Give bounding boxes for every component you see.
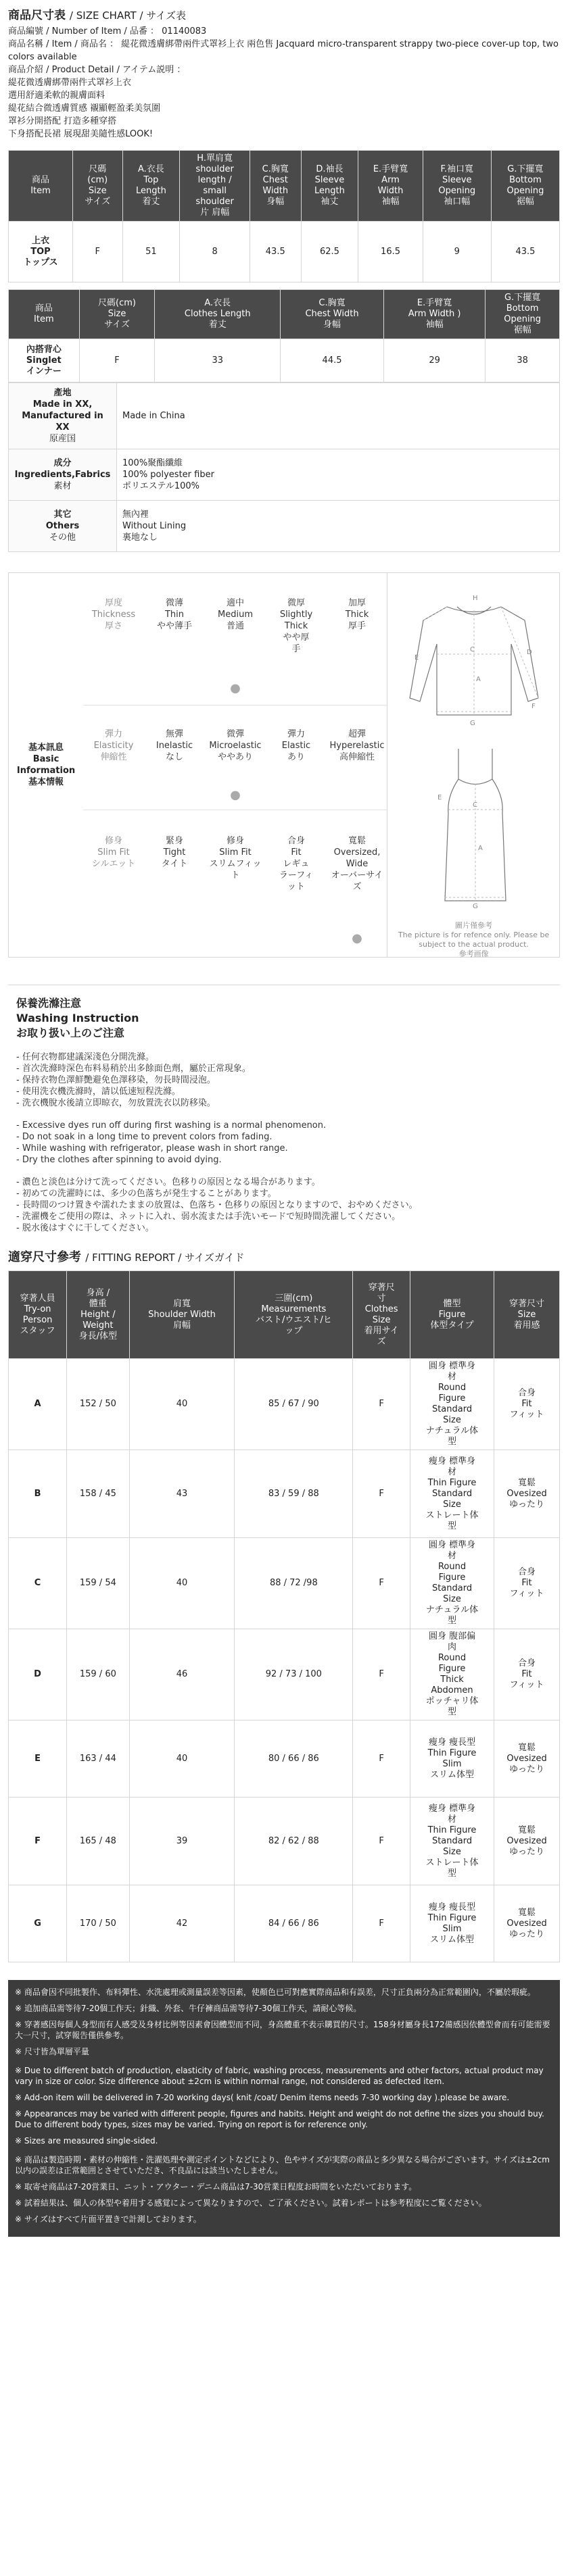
table-cell: F <box>353 1538 410 1629</box>
table-cell: 40 <box>129 1720 235 1798</box>
notes-en <box>15 2065 553 2146</box>
product-name: 商品名稱 / Item / 商品名 ： 緹花微透膚綁帶兩件式罩衫上衣 兩色售 Jacquard micro-transparent strappy two-piece cover-up top, two colors available <box>8 39 559 62</box>
column-header: 商品 Item <box>9 151 73 222</box>
dot-spacer <box>83 931 144 945</box>
table-cell: 寬鬆 Ovesized ゆったり <box>494 1885 560 1962</box>
table-row <box>9 1538 560 1629</box>
table-cell: 39 <box>129 1798 235 1885</box>
origin-label-ja: 原産国 <box>49 434 76 444</box>
table-cell: 159 / 60 <box>67 1629 130 1720</box>
table-cell: 寬鬆 Ovesized ゆったり <box>494 1798 560 1885</box>
washing-line: - Excessive dyes run off during first washing is a normal phenomenon. <box>16 1120 327 1131</box>
table-cell: 內搭背心 Singlet インナー <box>9 339 80 382</box>
dot-slot <box>266 788 327 802</box>
others-label: 其它 <box>53 510 72 520</box>
svg-text:C: C <box>469 646 475 653</box>
table-cell: 合身 Fit フィット <box>494 1359 560 1450</box>
selected-dot-icon: ● <box>352 931 362 945</box>
table-cell: 85 / 67 / 90 <box>235 1359 353 1450</box>
table-cell: 29 <box>383 339 485 382</box>
dot-slot <box>266 931 327 945</box>
washing-line: - 洗濯機をご使用の際は、ネットに入れ、弱水流または手洗いモードで短時間洗濯してください。 <box>16 1212 401 1222</box>
note-line: ※ 試着結果は、個人の体型や着用する感覚によって異なりますので、ご了承ください。試着レポートは参考程度にご覧ください。 <box>15 2198 487 2208</box>
dot-slot <box>144 931 205 945</box>
washing-ja-list <box>8 1176 560 1234</box>
dot-spacer <box>83 788 144 802</box>
size-chart-title: 商品尺寸表 <box>8 9 66 22</box>
table-header-row <box>9 1271 560 1359</box>
column-header: G.下擺寬 Bottom Opening 裾幅 <box>491 151 559 222</box>
washing-line: - While washing with refrigerator, please wash in short range. <box>16 1143 288 1154</box>
table-header-row <box>9 151 560 222</box>
basic-info-title-en2: Information <box>16 766 76 776</box>
table-cell: 8 <box>180 222 250 282</box>
column-header: 商品 Item <box>9 290 80 339</box>
svg-text:E: E <box>437 794 442 801</box>
elasticity-option: 超彈 Hyperelastic 高伸縮性 <box>329 729 385 762</box>
table-cell: C <box>9 1538 67 1629</box>
column-header: C.胸寬 Chest Width 身幅 <box>250 151 301 222</box>
column-header: 三圍(cm) Measurements バスト/ウエスト/ヒ ップ <box>235 1271 353 1359</box>
elasticity-option: 無彈 Inelastic なし <box>156 729 193 762</box>
size-chart-subtitle: / SIZE CHART / サイズ表 <box>69 9 187 22</box>
fit-row <box>83 835 387 893</box>
table-cell: 寬鬆 Ovesized ゆったり <box>494 1450 560 1538</box>
ingredients-value: 100% polyester fiber <box>122 470 214 480</box>
elasticity-option: 微彈 Microelastic ややあり <box>209 729 262 762</box>
others-label-cell <box>9 501 117 552</box>
basic-info-title-en1: Basic <box>32 754 60 764</box>
table-row <box>9 1720 560 1798</box>
fitting-title: 適穿尺寸參考 <box>8 1250 81 1264</box>
column-header: G.下擺寬 Bottom Opening 裾幅 <box>486 290 560 339</box>
table-cell: F <box>353 1450 410 1538</box>
ingredients-row <box>9 449 560 501</box>
table-cell: F <box>9 1798 67 1885</box>
table-cell: A <box>9 1359 67 1450</box>
table-cell: 165 / 48 <box>67 1798 130 1885</box>
thickness-dots <box>83 681 387 695</box>
ingredients-label: 成分 <box>53 458 72 468</box>
table-cell: 瘦身 瘦長型 Thin Figure Slim スリム体型 <box>410 1885 494 1962</box>
table-cell: F <box>72 222 122 282</box>
ingredients-value-cell <box>117 449 560 501</box>
dot-slot <box>327 681 387 695</box>
table-cell: 88 / 72 /98 <box>235 1538 353 1629</box>
washing-line: - 脱水後はすぐに干してください。 <box>16 1223 154 1233</box>
column-header: D.袖長 Sleeve Length 袖丈 <box>301 151 358 222</box>
table-cell: F <box>353 1720 410 1798</box>
table-cell: 圓身 標準身 材 Round Figure Standard Size ナチュラル体 型 <box>410 1538 494 1629</box>
table-cell: F <box>353 1359 410 1450</box>
table-cell: 33 <box>155 339 281 382</box>
origin-label-en: Made in XX, Manufactured in XX <box>22 399 103 432</box>
washing-section <box>8 985 560 1234</box>
column-header: 穿著尺 寸 Clothes Size 着用サイ ズ <box>353 1271 410 1359</box>
singlet-diagram-icon <box>428 742 523 911</box>
table-cell: 51 <box>122 222 180 282</box>
thickness-label: 厚度 Thickness 厚さ <box>91 598 136 631</box>
table-cell: 152 / 50 <box>67 1359 130 1450</box>
column-header: 身高 / 體重 Height / Weight 身長/体型 <box>67 1271 130 1359</box>
table-cell: 42 <box>129 1885 235 1962</box>
selected-dot-icon: ● <box>230 788 241 802</box>
table-cell: 圓身 腹部偏 肉 Round Figure Thick Abdomen ポッチャリ体 型 <box>410 1629 494 1720</box>
svg-text:H: H <box>472 595 478 602</box>
washing-zh-list <box>8 1051 560 1109</box>
column-header: 穿著尺寸 Size 着用感 <box>494 1271 560 1359</box>
column-header: 尺碼 (cm) Size サイズ <box>72 151 122 222</box>
elasticity-label: 彈力 Elasticity 伸縮性 <box>93 729 134 762</box>
ingredients-label-en: Ingredients,Fabrics <box>14 470 111 480</box>
table-cell: 80 / 66 / 86 <box>235 1720 353 1798</box>
svg-text:G: G <box>469 720 475 727</box>
table-cell: F <box>353 1885 410 1962</box>
note-line: ※ 穿著感因每個人身型而有人感受及身材比例等因素會因體型而不同，身高體重不表示購買的尺寸。158身材屬身長172備感因依體型會而有可能需要大一尺寸，試穿報告僅供參考。 <box>15 2020 550 2040</box>
singlet-size-table <box>8 289 560 382</box>
column-header: C.胸寬 Chest Width 身幅 <box>281 290 384 339</box>
washing-en-list <box>8 1120 560 1166</box>
others-row <box>9 501 560 552</box>
washing-title-ja: お取り扱い上のご注意 <box>16 1026 125 1039</box>
table-cell: 寬鬆 Ovesized ゆったり <box>494 1720 560 1798</box>
washing-line: - 洗衣機脫水後請立即晾衣，勿放置洗衣以防移染。 <box>16 1098 216 1108</box>
thickness-option: 微薄 Thin やや薄手 <box>156 598 192 631</box>
svg-text:F: F <box>531 703 536 710</box>
thickness-option: 加厚 Thick 厚手 <box>345 598 369 631</box>
dot-slot <box>205 931 266 945</box>
table-cell: 瘦身 標準身 材 Thin Figure Standard Size ストレート体 型 <box>410 1798 494 1885</box>
dot-slot <box>327 788 387 802</box>
notes-box <box>8 1980 560 2237</box>
others-label-ja: その他 <box>49 532 76 543</box>
table-cell: 40 <box>129 1538 235 1629</box>
note-line: ※ 取寄せ商品は7-20営業日、ニット・アウター・デニム商品は7-30営業日程度お時間をいただいております。 <box>15 2182 417 2191</box>
product-detail-label: 商品介紹 / Product Detail / アイテム説明 ： <box>8 65 186 75</box>
table-cell: 16.5 <box>358 222 423 282</box>
table-cell: F <box>79 339 155 382</box>
size-chart-header <box>0 0 568 22</box>
table-cell: 38 <box>486 339 560 382</box>
washing-line: - 初めての洗濯時には、多少の色落ちが発生することがあります。 <box>16 1189 277 1199</box>
sweater-diagram-icon <box>400 580 548 735</box>
product-number: 商品編號 / Number of Item / 品番 ： 01140083 <box>8 26 207 36</box>
svg-text:D: D <box>526 649 532 656</box>
elasticity-dots <box>83 788 387 802</box>
washing-line: - 首次洗滌時深色布料易稍於出多餘面色劑，屬於正常現象。 <box>16 1064 251 1074</box>
origin-label-cell <box>9 383 117 449</box>
table-cell: 62.5 <box>301 222 358 282</box>
washing-title-en: Washing Instruction <box>16 1012 139 1024</box>
basic-info-title-ja: 基本情報 <box>28 777 64 787</box>
table-cell: 46 <box>129 1629 235 1720</box>
table-cell: 158 / 45 <box>67 1450 130 1538</box>
table-cell: 合身 Fit フィット <box>494 1629 560 1720</box>
dot-spacer <box>83 681 144 695</box>
dot-slot <box>144 788 205 802</box>
table-row <box>9 339 560 382</box>
note-line: ※ サイズはすべて片面平置きで計測しております。 <box>15 2214 202 2224</box>
column-header: E.手臂寬 Arm Width 袖幅 <box>358 151 423 222</box>
fitting-table-body <box>9 1359 560 1962</box>
column-header: 尺碼(cm) Size サイズ <box>79 290 155 339</box>
column-header: A.衣長 Clothes Length 着丈 <box>155 290 281 339</box>
product-detail-line: 緹花結合微透膚質感 襯顯輕盈柔美氛圍 <box>8 103 161 114</box>
table-cell: F <box>353 1798 410 1885</box>
table-cell: 163 / 44 <box>67 1720 130 1798</box>
table-row <box>9 1798 560 1885</box>
table-cell: 159 / 54 <box>67 1538 130 1629</box>
thickness-option: 適中 Medium 普通 <box>218 598 253 631</box>
product-detail-line: 選用舒適柔軟的親膚面料 <box>8 91 105 101</box>
ingredients-label-ja: 素材 <box>53 481 72 491</box>
table-cell: 40 <box>129 1359 235 1450</box>
fitting-table <box>8 1270 560 1962</box>
fit-option: 合身 Fit レギュ ラーフィ ット <box>279 836 314 892</box>
diagram-caption-text: 圖片僅參考 The picture is for refence only. Please be subject to the actual product. 參考画像 <box>398 921 550 958</box>
ingredients-label-cell <box>9 449 117 501</box>
fit-dots <box>83 931 387 945</box>
svg-text:E: E <box>414 654 419 662</box>
table-cell: 92 / 73 / 100 <box>235 1629 353 1720</box>
product-detail-line: 緹花微透膚綁帶兩件式罩衫上衣 <box>8 78 132 88</box>
table-header-row <box>9 290 560 339</box>
column-header: 穿著人員 Try-on Person スタッフ <box>9 1271 67 1359</box>
dot-slot <box>144 681 205 695</box>
table-cell: 圓身 標準身 材 Round Figure Standard Size ナチュラル体 型 <box>410 1359 494 1450</box>
fit-label: 修身 Slim Fit シルエット <box>91 836 136 869</box>
table-row <box>9 222 560 282</box>
washing-title: 保養洗滌注意 <box>16 997 82 1010</box>
product-detail-line: 罩衫分開搭配 打造多種穿搭 <box>8 116 117 126</box>
elasticity-row <box>83 728 387 763</box>
table-cell: 43.5 <box>491 222 559 282</box>
svg-text:A: A <box>477 845 483 852</box>
fit-option: 緊身 Tight タイト <box>161 836 188 869</box>
svg-text:G: G <box>472 903 478 910</box>
ingredients-value: 100%聚酯纖維 <box>122 458 183 468</box>
materials-table <box>8 382 560 552</box>
washing-line: - 濃色と淡色は分けて洗ってください。色移りの原因となる場合があります。 <box>16 1177 321 1187</box>
basic-info-title <box>9 742 83 788</box>
note-line: ※ Due to different batch of production, elasticity of fabric, washing process, measurements and other factors, actual product may vary in size or color. Size difference about ±2cm is within normal range, not considered as defected item. <box>15 2066 544 2086</box>
others-value-cell <box>117 501 560 552</box>
column-header: 肩寬 Shoulder Width 肩幅 <box>129 1271 235 1359</box>
table-cell: 上衣 TOP トップス <box>9 222 73 282</box>
column-header: 體型 Figure 体型タイプ <box>410 1271 494 1359</box>
svg-text:C: C <box>472 801 477 809</box>
table-cell: 9 <box>423 222 491 282</box>
note-line: ※ 尺寸皆為單層平量 <box>15 2047 89 2056</box>
note-line: ※ 追加商品需等待7-20個工作天；針織、外套、牛仔褲商品需等待7-30個工作天，請耐心等候。 <box>15 2004 362 2013</box>
fitting-header <box>0 1247 568 1265</box>
table-cell: 83 / 59 / 88 <box>235 1450 353 1538</box>
table-cell: B <box>9 1450 67 1538</box>
note-line: ※ 商品會因不同批製作、布料彈性、水洗處理或測量誤差等因素，使顏色已可對應實際商品和有誤差，尺寸正負兩分為正常範圍內，不屬於瑕疵。 <box>15 1987 536 1997</box>
ingredients-value: ポリエステル100% <box>122 481 199 491</box>
product-info <box>0 22 568 143</box>
table-cell: 43 <box>129 1450 235 1538</box>
note-line: ※ Sizes are measured single-sided. <box>15 2136 158 2146</box>
washing-line: - 任何衣物都建議深淺色分開洗滌。 <box>16 1052 154 1062</box>
diagram-caption <box>387 921 561 959</box>
basic-info-attributes <box>9 573 387 957</box>
table-cell: 43.5 <box>250 222 301 282</box>
origin-row <box>9 383 560 449</box>
note-line: ※ 商品は製造時期・素材の伸縮性・洗濯処理や測定ポイントなどにより、色やサイズが実際の商品と多少異なる場合がございます。サイズは±2cm以内の誤差は正常範囲とさせていただき、不良品には該当いたしません。 <box>15 2155 550 2175</box>
table-cell: 瘦身 瘦長型 Thin Figure Slim スリム体型 <box>410 1720 494 1798</box>
svg-text:A: A <box>475 676 481 683</box>
thickness-row <box>83 597 387 655</box>
others-value: 裏地なし <box>122 532 158 543</box>
product-detail-line: 下身搭配長裙 展現甜美隨性感LOOK! <box>8 129 153 139</box>
column-header: F.袖口寬 Sleeve Opening 袖口幅 <box>423 151 491 222</box>
selected-dot-icon: ● <box>230 681 241 695</box>
washing-line: - 使用洗衣機洗滌時，請以低速短程洗滌。 <box>16 1087 181 1097</box>
column-header: A.衣長 Top Length 着丈 <box>122 151 180 222</box>
washing-line: - 保持衣物色澤鮮艷避免色澤移染，勿長時間浸泡。 <box>16 1075 216 1085</box>
fit-option: 修身 Slim Fit スリムフィッ ト <box>209 836 262 881</box>
top-size-table <box>8 150 560 282</box>
table-row <box>9 1359 560 1450</box>
table-cell: G <box>9 1885 67 1962</box>
table-cell: 170 / 50 <box>67 1885 130 1962</box>
washing-line: - Dry the clothes after spinning to avoid dying. <box>16 1155 222 1165</box>
others-value: Without Lining <box>122 521 187 531</box>
others-value: 無內裡 <box>122 510 149 520</box>
table-cell: 合身 Fit フィット <box>494 1538 560 1629</box>
table-cell: D <box>9 1629 67 1720</box>
table-cell: 84 / 66 / 86 <box>235 1885 353 1962</box>
origin-label: 產地 <box>53 388 72 398</box>
others-label-en: Others <box>45 521 80 531</box>
origin-value: Made in China <box>117 383 560 449</box>
table-row <box>9 1885 560 1962</box>
note-line: ※ Add-on item will be delivered in 7-20 working days( knit /coat/ Denim items needs 7-30 working day ).please be aware. <box>15 2093 510 2102</box>
table-row <box>9 1450 560 1538</box>
column-header: E.手臂寬 Arm Width ) 袖幅 <box>383 290 485 339</box>
table-cell: 瘦身 標準身 材 Thin Figure Standard Size ストレート体 型 <box>410 1450 494 1538</box>
table-cell: E <box>9 1720 67 1798</box>
elasticity-option: 彈力 Elastic あり <box>281 729 311 762</box>
note-line: ※ Appearances may be varied with different people, figures and habits. Height and weight do not define the sizes you should buy. Due to different body types, sizes may be varied. Trying on report is for reference only. <box>15 2109 544 2129</box>
notes-ja <box>15 2154 553 2225</box>
washing-line: - 長時間のつけ置きや濡れたままの放置は、色落ち・色移りの原因となりますので、おやめください。 <box>16 1200 418 1210</box>
table-cell: 44.5 <box>281 339 384 382</box>
basic-info-title-zh: 基本訊息 <box>28 743 64 753</box>
fit-option: 寬鬆 Oversized, Wide オーバーサイ ズ <box>331 836 383 892</box>
basic-info-box <box>8 572 560 958</box>
column-header: H.單肩寬 shoulder length / small shoulder 片 肩幅 <box>180 151 250 222</box>
washing-line: - Do not soak in a long time to prevent colors from fading. <box>16 1132 273 1142</box>
dot-slot <box>266 681 327 695</box>
table-cell: 82 / 62 / 88 <box>235 1798 353 1885</box>
notes-zh <box>15 1987 553 2057</box>
fitting-subtitle: / FITTING REPORT / サイズガイド <box>85 1252 245 1264</box>
garment-diagram-panel <box>387 573 559 957</box>
table-cell: F <box>353 1629 410 1720</box>
thickness-option: 微厚 Slightly Thick やや厚 手 <box>279 598 313 654</box>
table-row <box>9 1629 560 1720</box>
